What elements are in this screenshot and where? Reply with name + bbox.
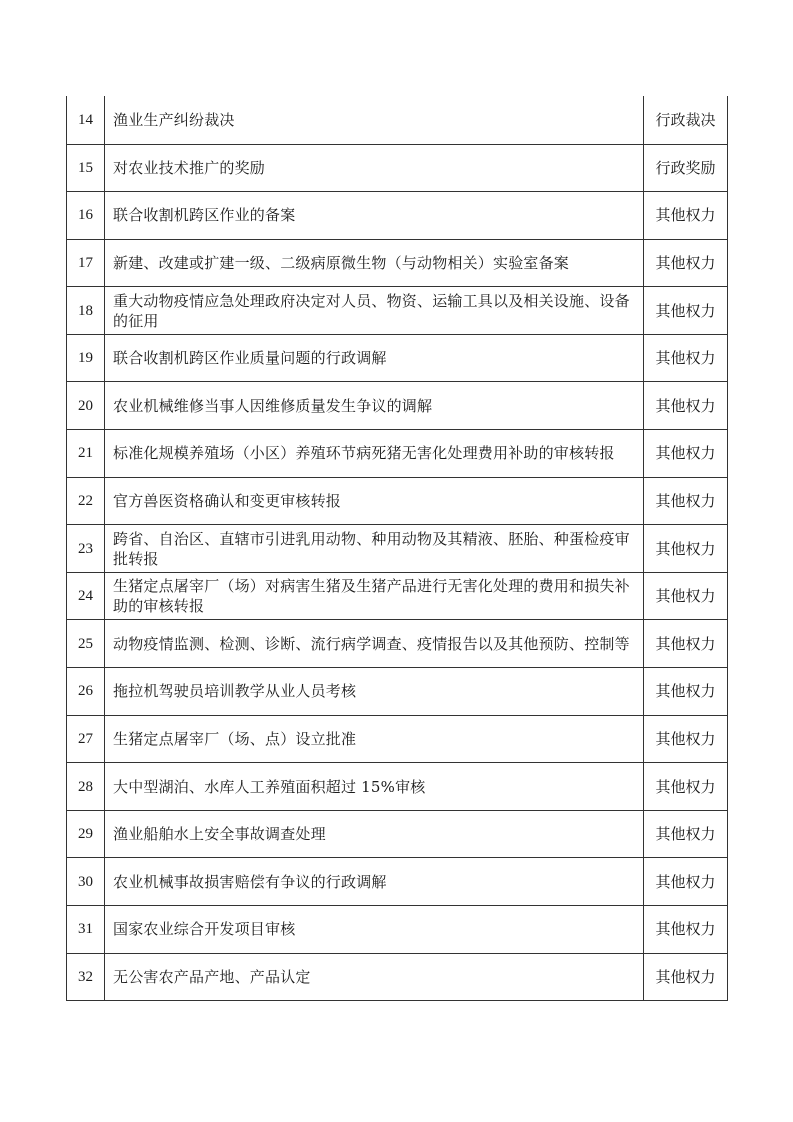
- table-row: [67, 192, 728, 240]
- power-item-name: 渔业生产纠纷裁决: [105, 96, 644, 144]
- power-item-name: 拖拉机驾驶员培训教学从业人员考核: [105, 668, 644, 716]
- power-item-name: 新建、改建或扩建一级、二级病原微生物（与动物相关）实验室备案: [105, 239, 644, 287]
- row-number: 15: [67, 144, 105, 192]
- power-type: 其他权力: [644, 192, 728, 240]
- table-row: [67, 430, 728, 478]
- power-item-name: 跨省、自治区、直辖市引进乳用动物、种用动物及其精液、胚胎、种蛋检疫审批转报: [105, 525, 644, 573]
- row-number: 14: [67, 96, 105, 144]
- power-item-name: 无公害农产品产地、产品认定: [105, 953, 644, 1001]
- table-row: [67, 287, 728, 335]
- power-type: 其他权力: [644, 477, 728, 525]
- table-row: [67, 906, 728, 954]
- power-type: 其他权力: [644, 430, 728, 478]
- power-item-name: 官方兽医资格确认和变更审核转报: [105, 477, 644, 525]
- power-list-table: [66, 96, 728, 1001]
- row-number: 20: [67, 382, 105, 430]
- table-row: [67, 96, 728, 144]
- power-type: 其他权力: [644, 239, 728, 287]
- row-number: 28: [67, 763, 105, 811]
- table-row: [67, 858, 728, 906]
- row-number: 25: [67, 620, 105, 668]
- table-row: [67, 382, 728, 430]
- row-number: 21: [67, 430, 105, 478]
- power-type: 其他权力: [644, 715, 728, 763]
- row-number: 17: [67, 239, 105, 287]
- power-type: 其他权力: [644, 287, 728, 335]
- power-type: 行政裁决: [644, 96, 728, 144]
- power-type: 行政奖励: [644, 144, 728, 192]
- table-row: [67, 668, 728, 716]
- row-number: 26: [67, 668, 105, 716]
- power-type: 其他权力: [644, 668, 728, 716]
- power-item-name: 生猪定点屠宰厂（场）对病害生猪及生猪产品进行无害化处理的费用和损失补助的审核转报: [105, 572, 644, 620]
- row-number: 22: [67, 477, 105, 525]
- power-type: 其他权力: [644, 858, 728, 906]
- power-item-name: 大中型湖泊、水库人工养殖面积超过 15%审核: [105, 763, 644, 811]
- power-type: 其他权力: [644, 906, 728, 954]
- power-item-name: 动物疫情监测、检测、诊断、流行病学调查、疫情报告以及其他预防、控制等: [105, 620, 644, 668]
- power-item-name: 重大动物疫情应急处理政府决定对人员、物资、运输工具以及相关设施、设备的征用: [105, 287, 644, 335]
- table-row: [67, 239, 728, 287]
- row-number: 27: [67, 715, 105, 763]
- power-item-name: 对农业技术推广的奖励: [105, 144, 644, 192]
- power-item-name: 国家农业综合开发项目审核: [105, 906, 644, 954]
- row-number: 29: [67, 810, 105, 858]
- row-number: 30: [67, 858, 105, 906]
- table-row: [67, 620, 728, 668]
- power-item-name: 生猪定点屠宰厂（场、点）设立批准: [105, 715, 644, 763]
- power-list-table-container: [66, 96, 727, 1001]
- table-row: [67, 525, 728, 573]
- power-type: 其他权力: [644, 334, 728, 382]
- power-type: 其他权力: [644, 810, 728, 858]
- row-number: 31: [67, 906, 105, 954]
- power-type: 其他权力: [644, 763, 728, 811]
- row-number: 16: [67, 192, 105, 240]
- power-item-name: 渔业船舶水上安全事故调查处理: [105, 810, 644, 858]
- row-number: 24: [67, 572, 105, 620]
- table-row: [67, 810, 728, 858]
- power-type: 其他权力: [644, 382, 728, 430]
- power-type: 其他权力: [644, 953, 728, 1001]
- power-item-name: 农业机械事故损害赔偿有争议的行政调解: [105, 858, 644, 906]
- table-row: [67, 144, 728, 192]
- row-number: 23: [67, 525, 105, 573]
- row-number: 19: [67, 334, 105, 382]
- power-item-name: 标准化规模养殖场（小区）养殖环节病死猪无害化处理费用补助的审核转报: [105, 430, 644, 478]
- power-type: 其他权力: [644, 620, 728, 668]
- power-item-name: 联合收割机跨区作业质量问题的行政调解: [105, 334, 644, 382]
- table-row: [67, 953, 728, 1001]
- row-number: 18: [67, 287, 105, 335]
- power-item-name: 联合收割机跨区作业的备案: [105, 192, 644, 240]
- table-row: [67, 763, 728, 811]
- table-row: [67, 715, 728, 763]
- power-type: 其他权力: [644, 572, 728, 620]
- table-row: [67, 572, 728, 620]
- table-row: [67, 477, 728, 525]
- power-type: 其他权力: [644, 525, 728, 573]
- power-item-name: 农业机械维修当事人因维修质量发生争议的调解: [105, 382, 644, 430]
- table-row: [67, 334, 728, 382]
- table-body: [67, 96, 728, 1001]
- row-number: 32: [67, 953, 105, 1001]
